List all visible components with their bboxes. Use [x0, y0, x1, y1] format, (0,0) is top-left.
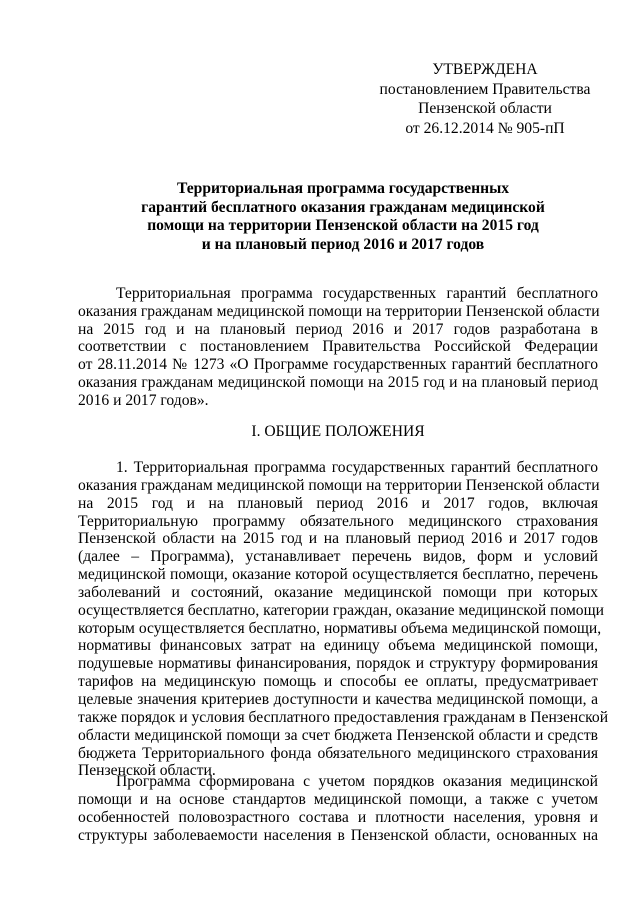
text-line: заболеваний и состояний, оказание медицинской помощи при которых	[78, 583, 598, 601]
text-line: на 2015 год и на плановый период 2016 и 2017 годов, включая	[78, 494, 598, 512]
text-line: которым осуществляется бесплатно, нормативы объема медицинской помощи,	[78, 619, 602, 637]
text-line: Программа сформирована с учетом порядков оказания медицинской	[116, 773, 598, 790]
text-line: оказания гражданам медицинской помощи на территории Пензенской области	[78, 302, 600, 320]
text-line: Территориальную программу обязательного медицинского страхования	[78, 512, 598, 530]
paragraph-general-provisions-2	[78, 773, 598, 844]
text-line: соответствии с постановлением Правительства Российской Федерации	[78, 338, 598, 356]
text-line: Пензенской области.	[78, 762, 216, 780]
text-line: 1. Территориальная программа государственных гарантий бесплатного	[116, 459, 598, 476]
text-line: тарифов на медицинскую помощь и способы ее оплаты, предусматривает	[78, 673, 598, 691]
approval-line: постановлением Правительства	[379, 80, 591, 98]
text-line: особенностей половозрастного состава и плотности населения, уровня и	[78, 808, 598, 826]
text-line: (далее – Программа), устанавливает перечень видов, форм и условий	[78, 548, 598, 566]
text-line: области медицинской помощи за счет бюджета Пензенской области и средств	[78, 726, 598, 744]
text-line: подушевые нормативы финансирования, порядок и структуру формирования	[78, 655, 598, 673]
approval-line: Пензенской области	[418, 100, 552, 117]
approval-line: УТВЕРЖДЕНА	[432, 61, 538, 78]
text-line: бюджета Территориального фонда обязательного медицинского страхования	[78, 744, 598, 762]
text-line: оказания гражданам медицинской помощи на 2015 год и на плановый период	[78, 373, 598, 391]
text-line: нормативы финансовых затрат на единицу объема медицинской помощи,	[78, 637, 598, 655]
title-line: помощи на территории Пензенской области на 2015 год	[147, 217, 539, 235]
text-line: на 2015 год и на плановый период 2016 и 2017 годов разработана в	[78, 320, 598, 338]
text-line: от 28.11.2014 № 1273 «О Программе государственных гарантий бесплатного	[78, 356, 598, 374]
text-line: целевые значения критериев доступности и качества медицинской помощи, а	[78, 690, 598, 708]
text-line: медицинской помощи, оказание которой осуществляется бесплатно, перечень	[78, 566, 598, 584]
text-line: 2016 и 2017 годов».	[78, 391, 209, 409]
title-line: гарантий бесплатного оказания гражданам медицинской	[141, 198, 545, 216]
text-line: Пензенской области на 2015 год и на плановый период 2016 и 2017 годов	[78, 530, 598, 548]
text-line: осуществляется бесплатно, категории граждан, оказание медицинской помощи	[78, 601, 604, 619]
title-line: Территориальная программа государственных	[176, 180, 510, 197]
text-line: Территориальная программа государственных гарантий бесплатного	[116, 285, 598, 302]
approval-line: от 26.12.2014 № 905-пП	[405, 119, 565, 137]
section-heading: I. ОБЩИЕ ПОЛОЖЕНИЯ	[251, 423, 425, 440]
intro-paragraph	[78, 285, 598, 410]
paragraph-general-provisions-1	[78, 459, 609, 780]
approval-block	[340, 60, 630, 138]
document-title	[78, 180, 608, 254]
text-line: структуры заболеваемости населения в Пензенской области, основанных на	[78, 826, 598, 844]
text-line: помощи и на основе стандартов медицинской помощи, а также с учетом	[78, 790, 598, 808]
text-line: оказания гражданам медицинской помощи на территории Пензенской области	[78, 476, 600, 494]
title-line: и на плановый период 2016 и 2017 годов	[201, 235, 485, 253]
text-line: также порядок и условия бесплатного предоставления гражданам в Пензенской	[78, 708, 609, 726]
